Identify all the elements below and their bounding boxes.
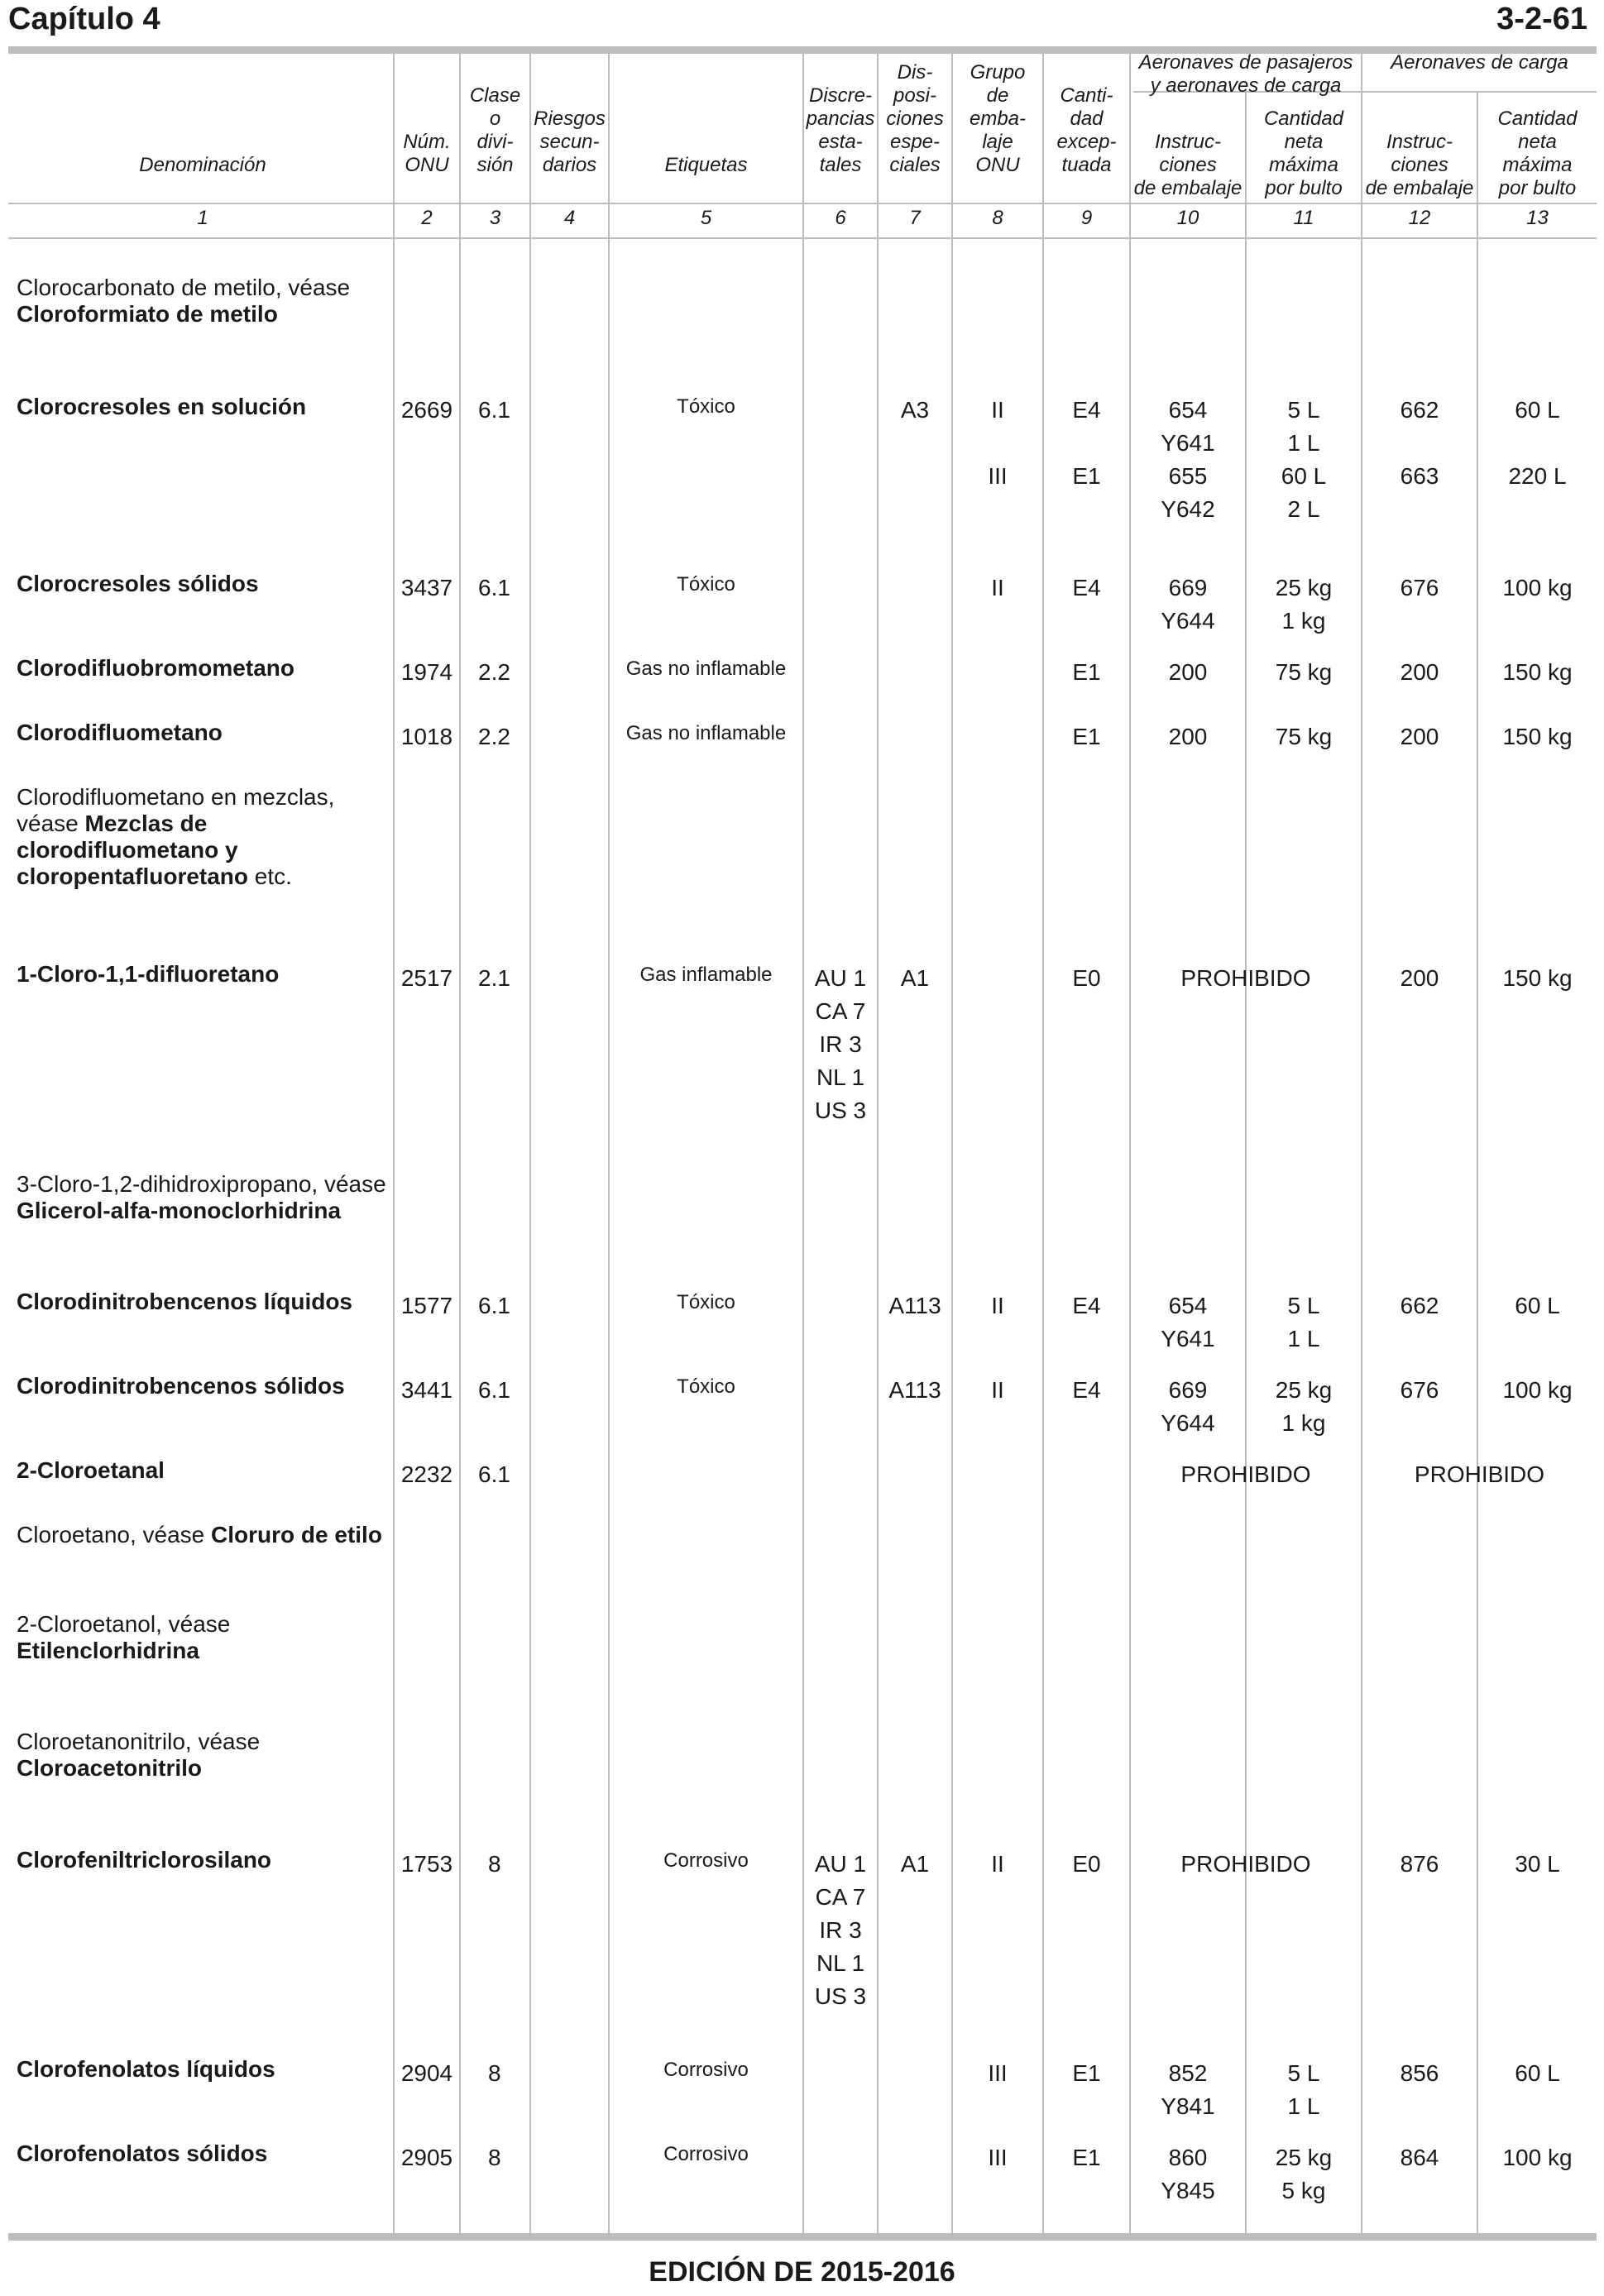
entry-name-plain: 3-Cloro-1,2-dihidroxipropano, véase bbox=[17, 1171, 386, 1197]
etiqueta: Corrosivo bbox=[663, 1849, 749, 1872]
colnum: 11 bbox=[1293, 207, 1314, 229]
value: 654 bbox=[1168, 397, 1208, 423]
value: Y641 bbox=[1161, 1326, 1215, 1351]
header-instr-pasajeros: Instruc- ciones de embalaje bbox=[1133, 131, 1243, 199]
cant-carga: 100 kg bbox=[1502, 2145, 1573, 2170]
value: CA 7 bbox=[815, 998, 866, 1024]
instr-carga: 663 bbox=[1400, 463, 1439, 489]
page-header bbox=[0, 0, 1604, 50]
header-num-onu: Núm. ONU bbox=[403, 131, 451, 176]
colnum: 4 bbox=[563, 207, 576, 229]
chapter-title: Capítulo 4 bbox=[8, 2, 160, 36]
cantidad-exceptuada: E0 bbox=[1072, 1851, 1101, 1877]
value: Y644 bbox=[1161, 608, 1215, 634]
colnum: 13 bbox=[1526, 207, 1549, 229]
colnum: 5 bbox=[700, 207, 712, 229]
colnum: 2 bbox=[421, 207, 433, 229]
header-cant-carga: Cantidad neta máxima por bulto bbox=[1497, 108, 1578, 199]
table-row bbox=[17, 961, 279, 988]
discrepancias bbox=[804, 1848, 877, 2013]
value: AU 1 bbox=[814, 965, 867, 991]
table-row bbox=[17, 1373, 345, 1399]
table-row bbox=[17, 1729, 260, 1782]
cant-pasajeros bbox=[1247, 1374, 1361, 1440]
header-discrepancias: Discre- pancias esta- tales bbox=[806, 84, 875, 176]
value: 1 kg bbox=[1281, 1410, 1326, 1436]
colnum: 7 bbox=[909, 207, 921, 229]
etiqueta: Corrosivo bbox=[663, 2059, 749, 2081]
cantidad-exceptuada: E1 bbox=[1072, 659, 1101, 685]
header-cantidad: Canti- dad excep- tuada bbox=[1056, 84, 1117, 176]
table-row bbox=[17, 1847, 271, 1873]
disposicion: A113 bbox=[888, 1293, 941, 1318]
grupo: III bbox=[988, 2060, 1008, 2086]
entry-name-plain: Clorocarbonato de metilo, véase bbox=[17, 275, 351, 300]
instr-pasajeros: 200 bbox=[1168, 724, 1208, 749]
clase: 8 bbox=[488, 2145, 501, 2170]
cant-pasajeros bbox=[1247, 1289, 1361, 1356]
cant-carga: 150 kg bbox=[1502, 965, 1573, 991]
table-row bbox=[17, 1171, 386, 1224]
value: IR 3 bbox=[819, 1917, 862, 1943]
value: CA 7 bbox=[815, 1884, 866, 1910]
grupo: II bbox=[991, 1851, 1004, 1877]
clase: 6.1 bbox=[478, 1377, 510, 1403]
instr-pasajeros bbox=[1131, 572, 1245, 638]
instr-carga: 200 bbox=[1400, 659, 1439, 685]
header-clase: Clase o divi- sión bbox=[469, 84, 521, 176]
col-divider bbox=[459, 50, 461, 2233]
discrepancias bbox=[804, 962, 877, 1127]
table-row bbox=[17, 2141, 267, 2167]
value: 1 L bbox=[1287, 430, 1320, 456]
value: 655 bbox=[1168, 463, 1208, 489]
instr-carga: 200 bbox=[1400, 965, 1439, 991]
num-onu: 2905 bbox=[400, 2145, 453, 2170]
cantidad-exceptuada: E1 bbox=[1072, 463, 1101, 489]
cant-carga: 100 kg bbox=[1502, 575, 1573, 600]
etiqueta: Tóxico bbox=[677, 1375, 735, 1398]
value: 5 kg bbox=[1281, 2178, 1326, 2203]
entry-name: 2-Cloroetanal bbox=[17, 1457, 165, 1483]
cantidad-exceptuada: E4 bbox=[1072, 1377, 1101, 1403]
instr-carga: 856 bbox=[1400, 2060, 1439, 2086]
col-divider bbox=[1361, 50, 1362, 2233]
prohibido: PROHIBIDO bbox=[1180, 965, 1311, 991]
disposicion: A1 bbox=[900, 965, 930, 991]
clase: 6.1 bbox=[478, 575, 510, 600]
value: US 3 bbox=[814, 1983, 867, 2009]
instr-pasajeros: 200 bbox=[1168, 659, 1208, 685]
header-riesgos: Riesgos secun- darios bbox=[534, 108, 606, 176]
num-onu: 3437 bbox=[400, 575, 453, 600]
entry-reference: Cloroformiato de metilo bbox=[17, 301, 278, 327]
col-divider bbox=[608, 50, 610, 2233]
etiqueta: Gas no inflamable bbox=[625, 722, 787, 744]
entry-name: Clorodinitrobencenos sólidos bbox=[17, 1373, 345, 1399]
header-disposiciones: Dis- posi- ciones espe- ciales bbox=[886, 61, 944, 176]
num-onu: 3441 bbox=[400, 1377, 453, 1403]
cant-pasajeros bbox=[1247, 2141, 1361, 2208]
etiqueta: Tóxico bbox=[677, 395, 735, 418]
value: AU 1 bbox=[814, 1851, 867, 1877]
value: 860 bbox=[1168, 2145, 1208, 2170]
cant-pasajeros bbox=[1247, 572, 1361, 638]
table-row bbox=[17, 2056, 275, 2083]
value: US 3 bbox=[814, 1098, 867, 1123]
col-divider bbox=[1129, 50, 1131, 2233]
entry-name: Clorocresoles en solución bbox=[17, 394, 307, 419]
instr-carga: 864 bbox=[1400, 2145, 1439, 2170]
clase: 8 bbox=[488, 2060, 501, 2086]
cant-carga: 100 kg bbox=[1502, 1377, 1573, 1403]
entry-name: 1-Cloro-1,1-difluoretano bbox=[17, 961, 280, 987]
header-grupo: Grupo de emba- laje ONU bbox=[969, 61, 1027, 176]
table-row bbox=[17, 784, 334, 890]
etiqueta: Tóxico bbox=[677, 1291, 735, 1313]
entry-name-plain: etc. bbox=[254, 863, 292, 889]
num-onu: 1018 bbox=[400, 724, 453, 749]
edition-footer: EDICIÓN DE 2015-2016 bbox=[649, 2256, 955, 2288]
value: 5 L bbox=[1287, 397, 1320, 423]
page-number: 3-2-61 bbox=[1496, 2, 1587, 36]
instr-carga: 662 bbox=[1400, 1293, 1439, 1318]
entry-name: Clorodifluometano bbox=[17, 720, 223, 745]
header-etiquetas: Etiquetas bbox=[664, 154, 748, 176]
table-row bbox=[17, 571, 259, 597]
value: Y642 bbox=[1161, 496, 1215, 522]
cant-carga: 220 L bbox=[1508, 463, 1567, 489]
value: 25 kg bbox=[1275, 575, 1333, 600]
entry-name-plain: Clorodifluometano en mezclas, bbox=[17, 784, 335, 810]
value: 1 L bbox=[1287, 2093, 1320, 2119]
instr-pasajeros bbox=[1131, 2057, 1245, 2123]
value: 654 bbox=[1168, 1293, 1208, 1318]
entry-name: Clorofenolatos sólidos bbox=[17, 2141, 268, 2166]
etiqueta: Gas no inflamable bbox=[625, 658, 787, 680]
cantidad-exceptuada: E1 bbox=[1072, 724, 1101, 749]
entry-name-plain: 2-Cloroetanol, véase bbox=[17, 1611, 231, 1637]
value: 852 bbox=[1168, 2060, 1208, 2086]
colnum: 9 bbox=[1080, 207, 1093, 229]
value: 2 L bbox=[1287, 496, 1320, 522]
cant-pasajeros bbox=[1247, 394, 1361, 526]
cant-carga: 150 kg bbox=[1502, 659, 1573, 685]
instr-carga: 662 bbox=[1400, 397, 1439, 423]
value: 5 L bbox=[1287, 2060, 1320, 2086]
entry-name: Clorocresoles sólidos bbox=[17, 571, 259, 596]
table-row bbox=[17, 720, 223, 746]
header-pasajeros: Aeronaves de pasajeros y aeronaves de carga bbox=[1138, 51, 1353, 97]
instr-carga: 200 bbox=[1400, 724, 1439, 749]
value: Y644 bbox=[1161, 1410, 1215, 1436]
cantidad-exceptuada: E1 bbox=[1072, 2060, 1101, 2086]
value: Y641 bbox=[1161, 430, 1215, 456]
table-row bbox=[17, 1522, 382, 1548]
num-onu: 2232 bbox=[400, 1461, 453, 1487]
table-row bbox=[17, 1457, 165, 1484]
cant-carga: 30 L bbox=[1515, 1851, 1560, 1877]
entry-name: Clorodifluobromometano bbox=[17, 655, 294, 681]
cant-pasajeros bbox=[1247, 2057, 1361, 2123]
entry-reference: cloropentafluoretano bbox=[17, 863, 249, 889]
clase: 2.2 bbox=[478, 659, 510, 685]
entry-reference: clorodifluometano y bbox=[17, 837, 238, 863]
table-row bbox=[17, 655, 294, 682]
colnum: 8 bbox=[992, 207, 1003, 229]
value: 25 kg bbox=[1275, 1377, 1333, 1403]
colnum: 10 bbox=[1176, 207, 1199, 229]
instr-pasajeros bbox=[1131, 1374, 1245, 1440]
etiqueta: Tóxico bbox=[677, 573, 735, 596]
value: 669 bbox=[1168, 1377, 1208, 1403]
cant-carga: 60 L bbox=[1515, 1293, 1560, 1318]
entry-reference: Mezclas de bbox=[84, 811, 208, 836]
entry-reference: Cloroacetonitrilo bbox=[17, 1755, 203, 1781]
cant-pasajeros: 75 kg bbox=[1275, 659, 1333, 685]
table-row bbox=[17, 394, 306, 420]
instr-pasajeros bbox=[1131, 394, 1245, 526]
cantidad-exceptuada: E0 bbox=[1072, 965, 1101, 991]
cantidad-exceptuada: E4 bbox=[1072, 397, 1101, 423]
cant-carga: 60 L bbox=[1515, 2060, 1560, 2086]
value: Y841 bbox=[1161, 2093, 1215, 2119]
grupo: III bbox=[988, 463, 1008, 489]
header-instr-carga: Instruc- ciones de embalaje bbox=[1365, 131, 1474, 199]
value: 25 kg bbox=[1275, 2145, 1333, 2170]
table-row bbox=[17, 1611, 230, 1664]
entry-reference: Glicerol-alfa-monoclorhidrina bbox=[17, 1198, 342, 1223]
num-onu: 2517 bbox=[400, 965, 453, 991]
value: 669 bbox=[1168, 575, 1208, 600]
col-divider bbox=[529, 50, 531, 2233]
grupo: II bbox=[991, 397, 1004, 423]
grupo: II bbox=[991, 575, 1004, 600]
header-denominacion: Denominación bbox=[139, 154, 266, 176]
header-carga: Aeronaves de carga bbox=[1391, 51, 1568, 74]
entry-reference: Cloruro de etilo bbox=[211, 1522, 382, 1547]
cant-carga: 60 L bbox=[1515, 397, 1560, 423]
colnum: 3 bbox=[489, 207, 501, 229]
prohibido: PROHIBIDO bbox=[1180, 1851, 1311, 1877]
instr-carga: 676 bbox=[1400, 1377, 1439, 1403]
entry-name: Clorofenolatos líquidos bbox=[17, 2056, 275, 2082]
grupo: III bbox=[988, 2145, 1008, 2170]
colnum: 12 bbox=[1408, 207, 1431, 229]
entry-name: Clorofeniltriclorosilano bbox=[17, 1847, 272, 1873]
clase: 2.2 bbox=[478, 724, 510, 749]
num-onu: 2669 bbox=[400, 397, 453, 423]
instr-carga: 876 bbox=[1400, 1851, 1439, 1877]
value: 1 kg bbox=[1281, 608, 1326, 634]
clase: 8 bbox=[488, 1851, 501, 1877]
col-divider bbox=[951, 50, 953, 2233]
etiqueta: Corrosivo bbox=[663, 2143, 749, 2165]
entry-reference: Etilenclorhidrina bbox=[17, 1638, 199, 1663]
table-row bbox=[17, 275, 350, 328]
prohibido: PROHIBIDO bbox=[1414, 1461, 1545, 1487]
grupo: II bbox=[991, 1293, 1004, 1318]
cantidad-exceptuada: E4 bbox=[1072, 575, 1101, 600]
value: IR 3 bbox=[819, 1031, 862, 1057]
clase: 6.1 bbox=[478, 397, 510, 423]
instr-pasajeros bbox=[1131, 1289, 1245, 1356]
clase: 2.1 bbox=[478, 965, 510, 991]
value: NL 1 bbox=[816, 1064, 865, 1090]
instr-pasajeros bbox=[1131, 2141, 1245, 2208]
col-divider bbox=[393, 50, 395, 2233]
col-divider bbox=[877, 50, 879, 2233]
value: 60 L bbox=[1281, 463, 1327, 489]
cantidad-exceptuada: E4 bbox=[1072, 1293, 1101, 1318]
disposicion: A113 bbox=[888, 1377, 941, 1403]
instr-carga: 676 bbox=[1400, 575, 1439, 600]
header-cant-pasajeros: Cantidad neta máxima por bulto bbox=[1263, 108, 1344, 199]
cantidad-exceptuada: E1 bbox=[1072, 2145, 1101, 2170]
value: 5 L bbox=[1287, 1293, 1320, 1318]
grupo: II bbox=[991, 1377, 1004, 1403]
cant-pasajeros: 75 kg bbox=[1275, 724, 1333, 749]
entry-name: Clorodinitrobencenos líquidos bbox=[17, 1289, 352, 1314]
prohibido: PROHIBIDO bbox=[1180, 1461, 1311, 1487]
disposicion: A3 bbox=[900, 397, 930, 423]
col-divider bbox=[1042, 50, 1044, 2233]
entry-name-plain: Cloroetano, véase bbox=[17, 1522, 205, 1547]
value: NL 1 bbox=[816, 1950, 865, 1976]
num-onu: 2904 bbox=[400, 2060, 453, 2086]
entry-name-plain: Cloroetanonitrilo, véase bbox=[17, 1729, 261, 1754]
clase: 6.1 bbox=[478, 1461, 510, 1487]
colnum: 1 bbox=[197, 207, 208, 229]
num-onu: 1577 bbox=[400, 1293, 453, 1318]
value: Y845 bbox=[1161, 2178, 1215, 2203]
value: 1 L bbox=[1287, 1326, 1320, 1351]
num-onu: 1753 bbox=[400, 1851, 453, 1877]
bottom-rule bbox=[8, 2233, 1597, 2241]
num-onu: 1974 bbox=[400, 659, 453, 685]
entry-name-plain: véase bbox=[17, 811, 79, 836]
disposicion: A1 bbox=[900, 1851, 930, 1877]
cant-carga: 150 kg bbox=[1502, 724, 1573, 749]
clase: 6.1 bbox=[478, 1293, 510, 1318]
table-row bbox=[17, 1289, 352, 1315]
colnum: 6 bbox=[835, 207, 846, 229]
etiqueta: Gas inflamable bbox=[639, 964, 773, 986]
